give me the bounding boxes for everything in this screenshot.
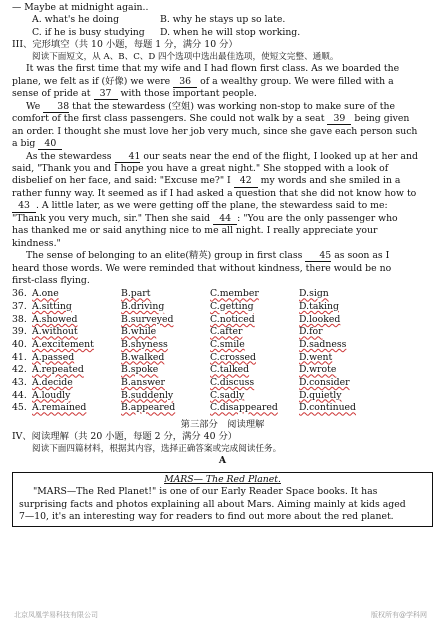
passage-line: plane, we felt as if (好像) we were 36 of a wealthy group. We were filled with a bbox=[12, 75, 394, 87]
passage-line: "Thank you very much, sir." Then she said 44 : "You are the only passenger who bbox=[12, 212, 398, 224]
option-a[interactable]: A.excitement bbox=[32, 339, 94, 351]
passage-line: The sense of belonging to an elite(精英) group in first class 45 as soon as I bbox=[26, 250, 390, 262]
question-number: 36. bbox=[12, 288, 27, 300]
passage-line: has thanked me or said anything nice to me all night. I really appreciate your bbox=[12, 225, 378, 237]
passage-line: an order. I thought she must love her job very much, since she gave each person such bbox=[12, 125, 418, 137]
option-d[interactable]: D.quietly bbox=[299, 389, 342, 401]
option-c[interactable]: C.smile bbox=[210, 339, 245, 351]
option-a[interactable]: A.one bbox=[32, 288, 59, 300]
option-b[interactable]: B.surveyed bbox=[121, 313, 174, 325]
options-row bbox=[12, 314, 433, 327]
option-c[interactable]: C.sadly bbox=[210, 389, 245, 401]
option-row bbox=[12, 27, 433, 39]
footer-right: 版权所有@学科网 bbox=[371, 611, 427, 619]
blank-42[interactable]: 42 bbox=[234, 176, 258, 187]
option-d[interactable]: D.wrote bbox=[299, 364, 337, 376]
option-c[interactable]: C.member bbox=[210, 288, 259, 300]
question-number: 41. bbox=[12, 351, 27, 363]
option-a[interactable]: A.remained bbox=[32, 402, 87, 414]
option-b[interactable]: B.appeared bbox=[121, 402, 176, 414]
blank-45[interactable]: 45 bbox=[305, 251, 331, 262]
option-c[interactable]: C.discuss bbox=[210, 376, 255, 388]
question-number: 45. bbox=[12, 402, 27, 414]
option-c[interactable]: C.getting bbox=[210, 301, 254, 313]
page-footer bbox=[14, 611, 427, 620]
blank-38[interactable]: 38 bbox=[43, 102, 69, 113]
option-d[interactable]: D.went bbox=[299, 351, 333, 363]
option-a[interactable]: A.sitting bbox=[32, 301, 72, 313]
option-b[interactable]: B.walked bbox=[121, 351, 165, 363]
option-a[interactable]: A.repeated bbox=[32, 364, 84, 376]
option-d[interactable]: D.continued bbox=[299, 402, 357, 414]
blank-41[interactable]: 41 bbox=[115, 152, 141, 163]
option-a[interactable]: A.loudly bbox=[32, 389, 71, 401]
option-d: D. when he will stop working. bbox=[160, 26, 301, 38]
passage-line: We 38 that the stewardess (空姐) was working non-stop to make sure of the bbox=[26, 100, 396, 112]
mars-text-box bbox=[12, 472, 433, 527]
option-c[interactable]: C.crossed bbox=[210, 351, 256, 363]
option-c: C. if he is busy studying bbox=[32, 26, 145, 38]
passage-line: heard those words. We were reminded that without kindness, there would be no bbox=[12, 262, 392, 274]
option-b[interactable]: B.suddenly bbox=[121, 389, 174, 401]
mars-line: surprising facts and photos explaining all about Mars. Aiming mainly at kids aged bbox=[19, 498, 406, 510]
options-row bbox=[12, 326, 433, 339]
option-d[interactable]: D.consider bbox=[299, 376, 350, 388]
question-number: 43. bbox=[12, 376, 27, 388]
answer-options-table bbox=[12, 288, 433, 414]
options-row bbox=[12, 288, 433, 301]
blank-36[interactable]: 36 bbox=[173, 77, 197, 88]
question-number: 37. bbox=[12, 301, 27, 313]
option-b: B. why he stays up so late. bbox=[160, 14, 286, 26]
blank-44[interactable]: 44 bbox=[213, 214, 237, 225]
option-d[interactable]: D.sign bbox=[299, 288, 329, 300]
question-number: 44. bbox=[12, 389, 27, 401]
passage-line: As the stewardess 41 our seats near the end of the flight, I looked up at her and bbox=[26, 150, 418, 162]
passage-line: first-class flying. bbox=[12, 275, 90, 287]
passage-line: disbelief on her face, and said: "Excuse me?" I 42 my words and she smiled in a bbox=[12, 175, 401, 187]
option-a: A. what's he doing bbox=[32, 14, 120, 26]
option-b[interactable]: B.driving bbox=[121, 301, 165, 313]
options-row bbox=[12, 364, 433, 377]
options-row bbox=[12, 339, 433, 352]
question-number: 38. bbox=[12, 313, 27, 325]
option-b[interactable]: B.shyness bbox=[121, 339, 168, 351]
option-b[interactable]: B.part bbox=[121, 288, 151, 300]
option-b[interactable]: B.answer bbox=[121, 376, 165, 388]
option-a[interactable]: A.decide bbox=[32, 376, 73, 388]
passage-line: It was the first time that my wife and I had flown first class. As we boarded the bbox=[26, 63, 400, 75]
passage-line: said, "Thank you and I hope you have a great night." She stopped with a look of bbox=[12, 162, 389, 174]
option-row bbox=[12, 14, 433, 26]
mars-line: 7—10, it's an interesting way for readers to find out more about the red planet. bbox=[19, 511, 394, 523]
option-a[interactable]: A.without bbox=[32, 326, 78, 338]
section-heading: IV、阅读理解（共 20 小题，每题 2 分，满分 40 分） bbox=[12, 431, 238, 443]
options-row bbox=[12, 352, 433, 365]
blank-40[interactable]: 40 bbox=[38, 139, 62, 150]
passage-line: sense of pride at 37 with those important people. bbox=[12, 88, 257, 100]
question-number: 39. bbox=[12, 326, 27, 338]
option-d[interactable]: D.sadness bbox=[299, 339, 347, 351]
section-heading: III、完形填空（共 10 小题，每题 1 分，满分 10 分） bbox=[12, 39, 238, 51]
part-title: 第三部分 阅读理解 bbox=[180, 418, 265, 430]
option-c[interactable]: C.after bbox=[210, 326, 243, 338]
passage-line: 43 . A little later, as we were getting off the plane, the stewardess said to me: bbox=[12, 200, 433, 212]
option-d[interactable]: D.taking bbox=[299, 301, 339, 313]
options-row bbox=[12, 390, 433, 403]
passage-line: rather funny way. It seemed as if I had asked a question that she did not know how to bbox=[12, 187, 417, 199]
section-letter: A bbox=[218, 455, 227, 467]
option-a[interactable]: A.passed bbox=[32, 351, 75, 363]
question-number: 42. bbox=[12, 364, 27, 376]
options-row bbox=[12, 402, 433, 415]
option-b[interactable]: B.spoke bbox=[121, 364, 159, 376]
question-number: 40. bbox=[12, 339, 27, 351]
passage-line: a big 40 bbox=[12, 138, 433, 150]
option-a[interactable]: A.showed bbox=[32, 313, 78, 325]
blank-37[interactable]: 37 bbox=[94, 89, 118, 100]
mars-title: MARS— The Red Planet. bbox=[164, 473, 281, 485]
mars-line: "MARS—The Red Planet!" is one of our Early Reader Space books. It has bbox=[33, 486, 378, 498]
intro-line: — Maybe at midnight again.. bbox=[12, 2, 149, 13]
options-row bbox=[12, 377, 433, 390]
section-instruction: 阅读下面短文，从 A、B、C、D 四个选项中选出最佳选项，使短文完整、通顺。 bbox=[32, 51, 339, 62]
option-d[interactable]: D.for bbox=[299, 326, 323, 338]
option-c[interactable]: C.noticed bbox=[210, 313, 255, 325]
option-c[interactable]: C.talked bbox=[210, 364, 250, 376]
footer-left: 北京凤凰学易科技有限公司 bbox=[14, 611, 98, 619]
option-b[interactable]: B.while bbox=[121, 326, 157, 338]
blank-43[interactable]: 43 bbox=[12, 201, 36, 212]
passage-line: kindness." bbox=[12, 237, 61, 249]
passage-line: comfort of the first class passengers. She could not walk by a seat 39 being given bbox=[12, 113, 410, 125]
section-instruction: 阅读下面四篇材料，根据其内容，选择正确答案或完成阅读任务。 bbox=[32, 443, 282, 454]
option-d[interactable]: D.looked bbox=[299, 313, 341, 325]
blank-39[interactable]: 39 bbox=[327, 114, 351, 125]
options-row bbox=[12, 301, 433, 314]
option-c[interactable]: C.disappeared bbox=[210, 402, 278, 414]
